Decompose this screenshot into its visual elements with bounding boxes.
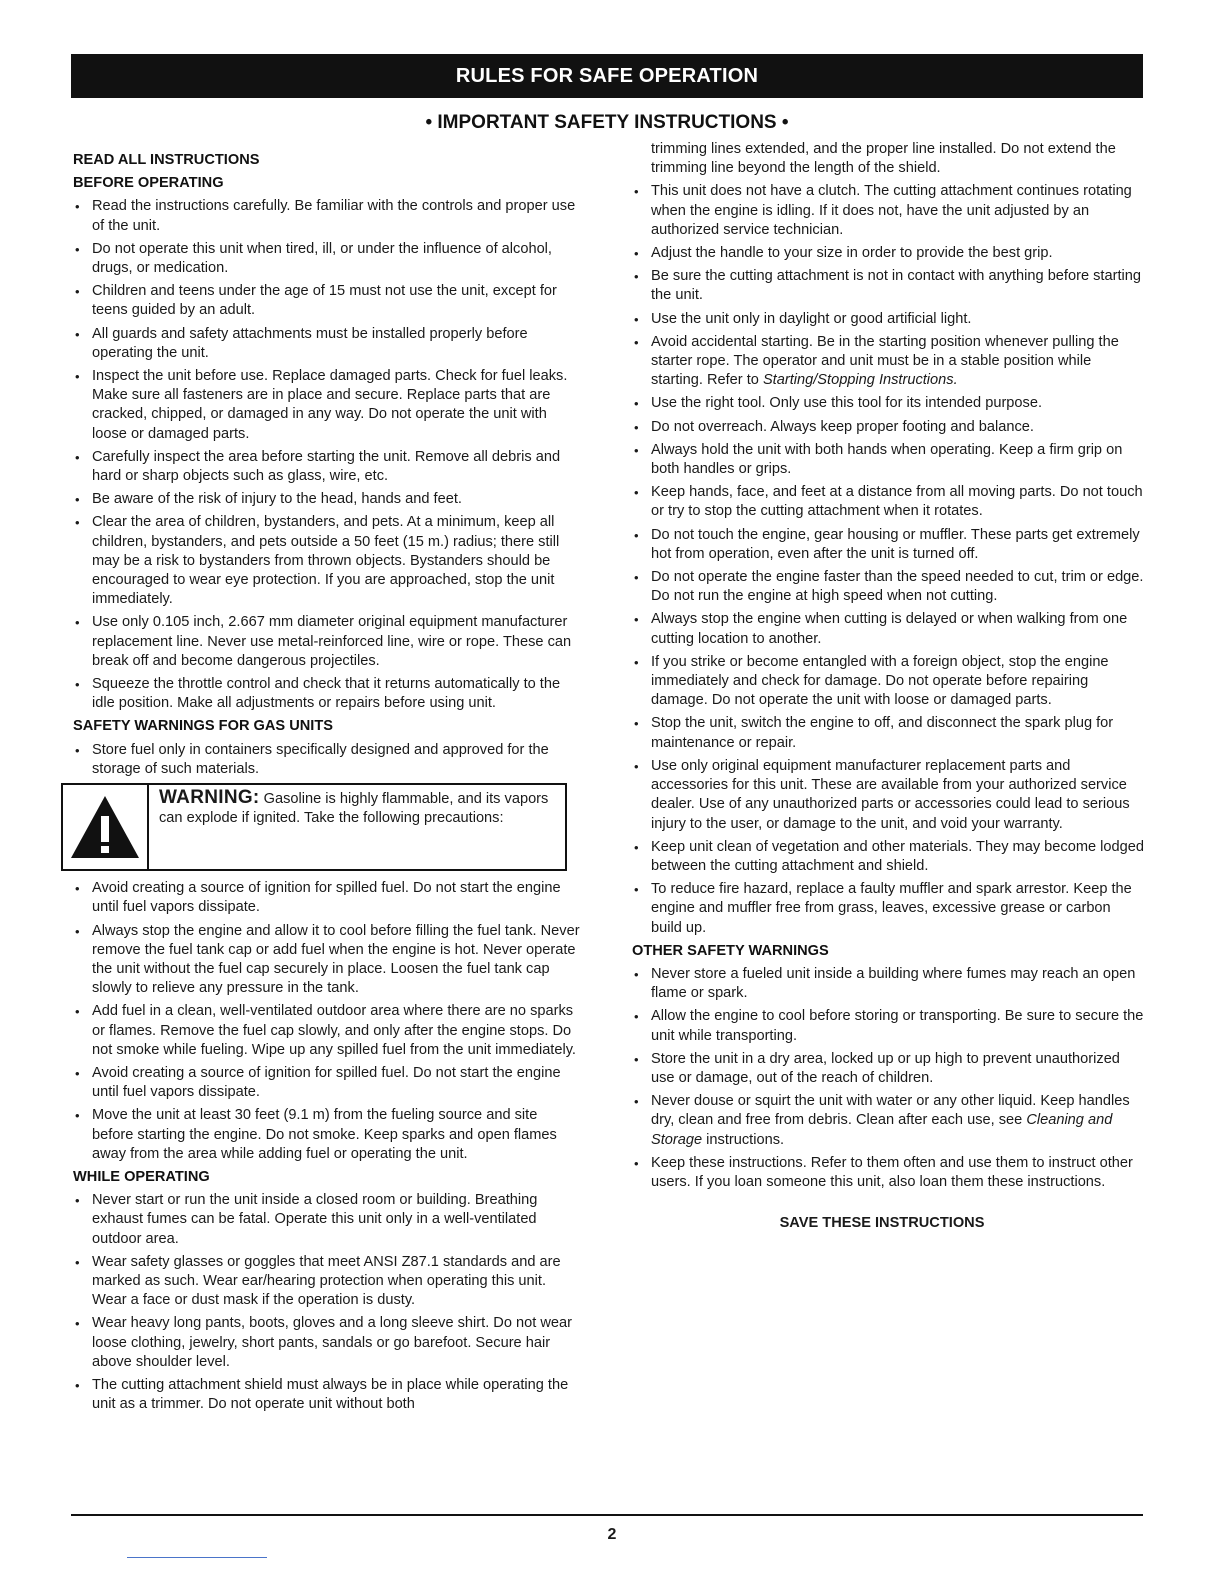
- list-item: • If you strike or become entangled with a foreign object, stop the engine immediately and check for damage. Do not operate before repairing damage. Do not operate the unit with loose or damaged parts.: [632, 653, 1144, 711]
- list-item: • Clear the area of children, bystanders, and pets. At a minimum, keep all children, bystanders, and pets outside a 50 feet (15 m.) radius; there still may be a risk to bystanders from thrown objects. Bystanders should be encouraged to wear eye protection. If you are approached, stop the unit immediately.: [73, 513, 581, 609]
- left-column: [73, 140, 581, 1418]
- list-item: • Never start or run the unit inside a closed room or building. Breathing exhaust fumes can be fatal. Operate this unit only in a well-ventilated outdoor area.: [73, 1191, 581, 1249]
- list-item: • This unit does not have a clutch. The cutting attachment continues rotating when the engine is idling. If it does not, have the unit adjusted by an authorized service technician.: [632, 182, 1144, 240]
- list-item: • Keep hands, face, and feet at a distance from all moving parts. Do not touch or try to stop the cutting attachment when it rotates.: [632, 483, 1144, 521]
- list-item: • Keep unit clean of vegetation and other materials. They may become lodged between the cutting attachment and shield.: [632, 838, 1144, 876]
- list-item: • Squeeze the throttle control and check that it returns automatically to the idle position. Make all adjustments or repairs before using unit.: [73, 675, 581, 713]
- list-item: • Read the instructions carefully. Be familiar with the controls and proper use of the unit.: [73, 197, 581, 235]
- gas-list: [73, 879, 581, 1164]
- heading-before-operating: BEFORE OPERATING: [73, 175, 224, 192]
- list-item: • Store fuel only in containers specifically designed and approved for the storage of such materials.: [73, 741, 581, 779]
- warning-box: [61, 783, 567, 871]
- list-item: • Use only original equipment manufacturer replacement parts and accessories for this unit. These are available from your authorized service dealer. Use of any unauthorized parts or accessories could lead to serious injury to the user, or damage to the unit, and void your warranty.: [632, 757, 1144, 834]
- list-item: • Use the unit only in daylight or good artificial light.: [632, 310, 1144, 329]
- warning-icon-cell: [63, 785, 149, 869]
- page-number: 2: [607, 1526, 617, 1543]
- warning-label: WARNING:: [159, 787, 260, 809]
- list-item: • Always hold the unit with both hands when operating. Keep a firm grip on both handles or grips.: [632, 441, 1144, 479]
- list-item: • Carefully inspect the area before starting the unit. Remove all debris and hard or sharp objects such as glass, wire, etc.: [73, 448, 581, 486]
- list-item: • Use only 0.105 inch, 2.667 mm diameter original equipment manufacturer replacement line. Never use metal-reinforced line, wire or rope. These can break off and become dangerous projectiles.: [73, 613, 581, 671]
- list-item: • Do not touch the engine, gear housing or muffler. These parts get extremely hot from operation, even after the unit is turned off.: [632, 526, 1144, 564]
- while-operating-list-continued: [632, 182, 1144, 937]
- list-item: • Store the unit in a dry area, locked up or up high to prevent unauthorized use or damage, out of the reach of children.: [632, 1050, 1144, 1088]
- list-item: • Wear heavy long pants, boots, gloves and a long sleeve shirt. Do not wear loose clothing, jewelry, short pants, sandals or go barefoot. Secure hair above shoulder level.: [73, 1314, 581, 1372]
- list-item: • Do not operate this unit when tired, ill, or under the influence of alcohol, drugs, or medication.: [73, 240, 581, 278]
- list-item: • Be sure the cutting attachment is not in contact with anything before starting the unit.: [632, 267, 1144, 305]
- list-item: • Stop the unit, switch the engine to off, and disconnect the spark plug for maintenance or repair.: [632, 714, 1144, 752]
- list-item: • Wear safety glasses or goggles that meet ANSI Z87.1 standards and are marked as such. Wear ear/hearing protection when operating this unit. Wear a face or dust mask if the operation is dusty.: [73, 1253, 581, 1311]
- other-warnings-list: [632, 965, 1144, 1192]
- right-column: [632, 140, 1144, 1233]
- list-item: • Never store a fueled unit inside a building where fumes may reach an open flame or spark.: [632, 965, 1144, 1003]
- list-item: • Avoid creating a source of ignition for spilled fuel. Do not start the engine until fuel vapors dissipate.: [73, 1064, 581, 1102]
- heading-while-operating: WHILE OPERATING: [73, 1168, 210, 1185]
- continued-text: trimming lines extended, and the proper line installed. Do not extend the trimming line beyond the length of the shield.: [651, 141, 1116, 177]
- list-item: • The cutting attachment shield must always be in place while operating the unit as a trimmer. Do not operate unit without both: [73, 1376, 581, 1414]
- heading-other-warnings: OTHER SAFETY WARNINGS: [632, 942, 829, 959]
- list-item-accidental-starting: [632, 333, 1144, 391]
- footer-divider: [71, 1514, 1143, 1516]
- link-underline: [127, 1557, 267, 1558]
- starting-stopping-reference: Starting/Stopping Instructions.: [762, 372, 958, 389]
- list-item: • Use the right tool. Only use this tool for its intended purpose.: [632, 394, 1144, 413]
- heading-read-all: READ ALL INSTRUCTIONS: [73, 152, 260, 168]
- page-subtitle: • IMPORTANT SAFETY INSTRUCTIONS •: [425, 112, 789, 133]
- list-item: • All guards and safety attachments must be installed properly before operating the unit.: [73, 325, 581, 363]
- list-item: • Add fuel in a clean, well-ventilated outdoor area where there are no sparks or flames. Remove the fuel cap slowly, and only after the engine stops. Do not smoke while fueling. Wipe up any spilled fuel from the unit immediately.: [73, 1002, 581, 1060]
- list-item: • Always stop the engine when cutting is delayed or when walking from one cutting location to another.: [632, 610, 1144, 648]
- list-item: • Do not operate the engine faster than the speed needed to cut, trim or edge. Do not run the engine at high speed when not cutting.: [632, 568, 1144, 606]
- warning-triangle-icon: [69, 794, 141, 860]
- list-item: • To reduce fire hazard, replace a faulty muffler and spark arrestor. Keep the engine and muffler free from grass, leaves, excessive grease or carbon build up.: [632, 880, 1144, 938]
- list-item: • Always stop the engine and allow it to cool before filling the fuel tank. Never remove the fuel tank cap or add fuel when the engine is hot. Never operate the unit without the fuel cap securely in place. Loosen the fuel tank cap slowly to relieve any pressure in the tank.: [73, 922, 581, 999]
- before-operating-list: [73, 197, 581, 713]
- section-banner: RULES FOR SAFE OPERATION: [71, 54, 1143, 98]
- while-operating-list: [73, 1191, 581, 1414]
- gas-intro-list: [73, 741, 581, 779]
- list-item: • Allow the engine to cool before storing or transporting. Be sure to secure the unit while transporting.: [632, 1007, 1144, 1045]
- accidental-text: Avoid accidental starting. Be in the starting position whenever pulling the starter rope. The operator and unit must be in a stable position while starting. Refer to: [651, 333, 1119, 389]
- douse-text: Never douse or squirt the unit with water or any other liquid. Keep handles dry, clean and free from debris. Clean after each use, see: [651, 1093, 1130, 1129]
- cleaning-storage-reference: Cleaning and Storage: [651, 1112, 1113, 1148]
- list-item-douse: [632, 1092, 1144, 1150]
- douse-text-end: instructions.: [702, 1131, 785, 1148]
- list-item: • Adjust the handle to your size in order to provide the best grip.: [632, 244, 1144, 263]
- list-item: • Avoid creating a source of ignition for spilled fuel. Do not start the engine until fuel vapors dissipate.: [73, 879, 581, 917]
- list-item: • Keep these instructions. Refer to them often and use them to instruct other users. If you loan someone this unit, also loan them these instructions.: [632, 1154, 1144, 1192]
- list-item: • Inspect the unit before use. Replace damaged parts. Check for fuel leaks. Make sure all fasteners are in place and secure. Replace parts that are cracked, chipped, or damaged in any way. Do not operate the unit with loose or damaged parts.: [73, 367, 581, 444]
- list-item: • Do not overreach. Always keep proper footing and balance.: [632, 418, 1144, 437]
- list-item: • Children and teens under the age of 15 must not use the unit, except for teens guided by an adult.: [73, 282, 581, 320]
- warning-text-block: [159, 789, 551, 827]
- warning-text: Gasoline is highly flammable, and its vapors can explode if ignited. Take the following precautions:: [159, 791, 549, 826]
- list-item: • Move the unit at least 30 feet (9.1 m) from the fueling source and site before starting the engine. Do not smoke. Keep sparks and open flames away from the area while adding fuel or operating the unit.: [73, 1106, 581, 1164]
- list-item: • Be aware of the risk of injury to the head, hands and feet.: [73, 490, 581, 509]
- heading-gas-warnings: SAFETY WARNINGS FOR GAS UNITS: [73, 718, 334, 735]
- save-instructions: SAVE THESE INSTRUCTIONS: [779, 1215, 985, 1232]
